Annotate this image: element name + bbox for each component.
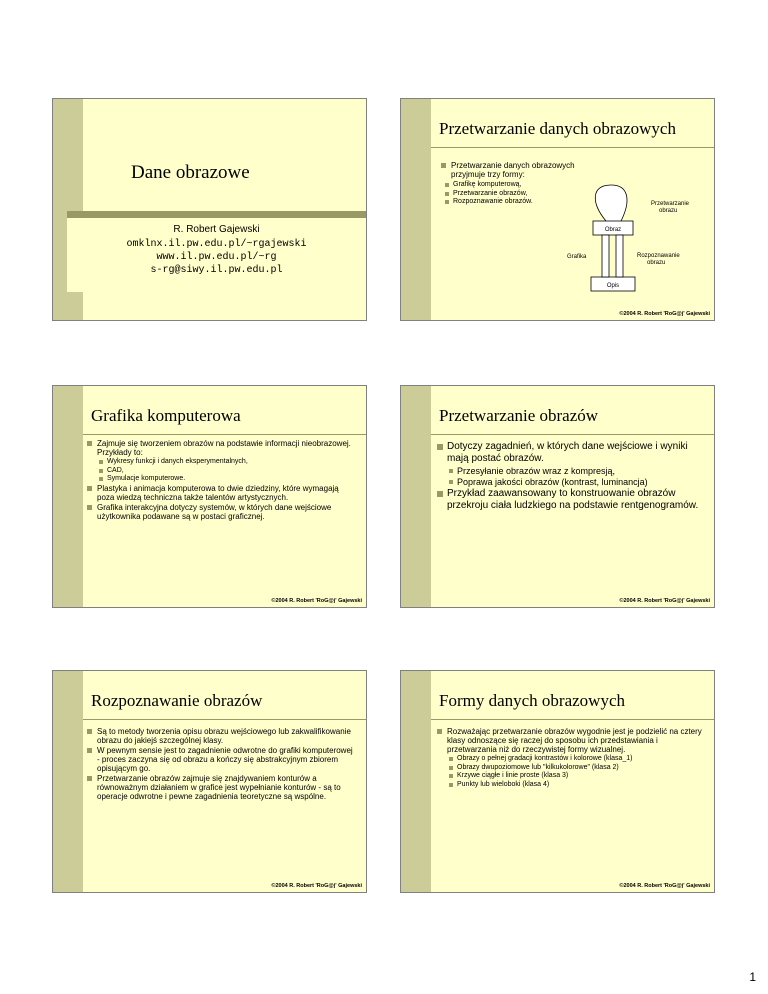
slide-title: Rozpoznawanie obrazów xyxy=(91,691,263,710)
slide-sidebar xyxy=(401,99,431,320)
sub-bullet: Obrazy dwupoziomowe lub "kilkukolorowe" (klasa 2) xyxy=(449,764,704,773)
sub-bullet: Obrazy o pełnej gradacji kontrastów i kolorowe (klasa_1) xyxy=(449,755,704,764)
sub-bullet: Grafikę komputerową, xyxy=(445,181,581,190)
author-link[interactable]: omklnx.il.pw.edu.pl/~rgajewski xyxy=(126,239,307,250)
slide-6 xyxy=(400,670,715,893)
sub-bullet: Symulacje komputerowe. xyxy=(99,475,356,484)
sub-bullet: Poprawa jakości obrazów (kontrast, luminancja) xyxy=(449,477,704,488)
slide-title: Formy danych obrazowych xyxy=(439,691,626,710)
arrow-down xyxy=(616,235,623,277)
arrow-up xyxy=(602,235,609,277)
sub-bullet: Przesyłanie obrazów wraz z kompresją, xyxy=(449,466,704,477)
sub-bullet: CAD, xyxy=(99,467,356,476)
diagram-opis: Opis xyxy=(606,283,620,289)
slide-footer: ©2004 R. Robert 'RoG@j' Gajewski xyxy=(619,311,710,317)
image-processing-diagram xyxy=(567,183,711,303)
diagram-rozpoznawanie-label: Rozpoznawanie xyxy=(637,253,680,259)
slide-footer: ©2004 R. Robert 'RoG@j' Gajewski xyxy=(619,883,710,889)
title-divider xyxy=(431,434,714,435)
diagram-grafika: Grafika xyxy=(567,254,587,260)
sub-bullet: Rozpoznawanie obrazów. xyxy=(445,198,581,207)
slide-number: 1 05 xyxy=(60,297,73,318)
sub-bullet: Przetwarzanie obrazów, xyxy=(445,190,581,199)
sub-bullet: Wykresy funkcji i danych eksperymentalnych, xyxy=(99,458,356,467)
slide-1 xyxy=(52,98,367,321)
slide-sidebar xyxy=(53,671,83,892)
slide-footer: ©2004 R. Robert 'RoG@j' Gajewski xyxy=(619,598,710,604)
slide-2 xyxy=(400,98,715,321)
slide-number: 6 05 xyxy=(408,869,421,890)
slide-title: Dane obrazowe xyxy=(131,162,250,183)
title-divider xyxy=(431,147,714,148)
bullet: Grafika interakcyjna dotyczy systemów, w których dane wejściowe użytkownika podawane są w postaci graficznej. xyxy=(87,503,356,521)
slide-number: 3 05 xyxy=(60,584,73,605)
slide-number: 4 05 xyxy=(408,584,421,605)
slide-sidebar xyxy=(401,671,431,892)
author-link[interactable]: www.il.pw.edu.pl/~rg xyxy=(156,252,277,263)
bullet: Przykład zaawansowany to konstruowanie obrazów przekroju ciała ludzkiego na podstawie rentgenogramów. xyxy=(437,488,704,512)
slide-title: Grafika komputerowa xyxy=(91,406,241,425)
bullet: Dotyczy zagadnień, w których dane wejściowe i wyniki mają postać obrazów. xyxy=(437,441,704,465)
slide-4 xyxy=(400,385,715,608)
title-divider xyxy=(431,719,714,720)
diagram-przetwarzanie: Przetwarzanie obrazu xyxy=(651,201,690,214)
sub-bullet: Krzywe ciągłe i linie proste (klasa 3) xyxy=(449,772,704,781)
slide-title: Przetwarzanie obrazów xyxy=(439,406,599,425)
bullet: Plastyka i animacja komputerowa to dwie dziedziny, które wymagają poza wiedzą techniczna także talentów artystycznych. xyxy=(87,484,356,502)
slide-title: Przetwarzanie danych obrazowych xyxy=(439,119,676,138)
bullet: Są to metody tworzenia opisu obrazu wejściowego lub zakwalifikowanie obrazu do jakiejś szczególnej klasy. xyxy=(87,727,356,745)
slide-sidebar xyxy=(53,386,83,607)
bullet: Przetwarzanie obrazów zajmuje się znajdywaniem konturów a równoważnym działaniem w grafice jest wypełnianie konturów - są to operacje odwrotne i pewne zagadnienia teoretyczne są wspólne. xyxy=(87,774,356,801)
title-divider xyxy=(83,434,366,435)
slide-footer: ©2004 R. Robert 'RoG@j' Gajewski xyxy=(271,883,362,889)
slide-number: 5 05 xyxy=(60,869,73,890)
author-box xyxy=(67,211,366,292)
diagram-rozpoznawanie: Rozpoznawanie obrazu xyxy=(637,253,680,266)
diagram-obraz: Obraz xyxy=(604,227,622,233)
sub-bullet: Punkty lub wieloboki (klasa 4) xyxy=(449,781,704,790)
slide-footer: ©2004 R. Robert 'RoG@j' Gajewski xyxy=(271,598,362,604)
page-number: 1 xyxy=(749,970,756,984)
bullet: Przetwarzanie danych obrazowych przyjmuje trzy formy: xyxy=(441,161,581,179)
slide-5 xyxy=(52,670,367,893)
title-divider xyxy=(83,719,366,720)
slide-number: 2 05 xyxy=(408,297,421,318)
author-name: R. Robert Gajewski xyxy=(173,224,260,235)
bullet: W pewnym sensie jest to zagadnienie odwrotne do grafiki komputerowej - proces zaczyna się od obrazu a kończy się abstrakcyjnym zbiorem opisującym go. xyxy=(87,746,356,773)
bullet: Zajmuje się tworzeniem obrazów na podstawie informacji nieobrazowej. Przykłady to: xyxy=(87,439,356,457)
bullet: Rozważając przetwarzanie obrazów wygodnie jest je podzielić na cztery klasy odnoszące się raczej do sposobu ich przedstawiania i przetwarzania niż do rzeczywistej formy wizualnej. xyxy=(437,727,704,754)
author-link[interactable]: s-rg@siwy.il.pw.edu.pl xyxy=(150,265,283,276)
slide-sidebar xyxy=(401,386,431,607)
slide-3 xyxy=(52,385,367,608)
loop-arrow xyxy=(595,185,627,221)
